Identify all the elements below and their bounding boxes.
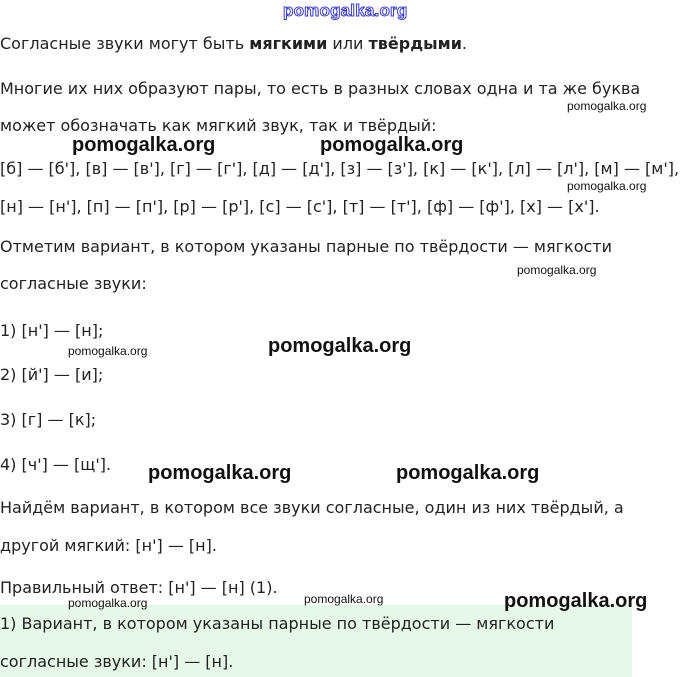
option-4: 4) [ч'] — [щ'].: [0, 455, 112, 474]
watermark: pomogalka.org: [268, 335, 412, 357]
pairs-line-2: может обозначать как мягкий звук, так и твёрдый:: [0, 116, 437, 135]
watermark: pomogalka.org: [148, 462, 292, 484]
watermark: pomogalka.org: [567, 99, 647, 113]
pairs-line-3: [б] — [б'], [в] — [в'], [г] — [г'], [д] — [д'], [з] — [з'], [к] — [к'], [л] — [л'], [м] — [м'],: [0, 159, 680, 178]
watermark: pomogalka.org: [567, 179, 647, 193]
watermark: pomogalka.org: [396, 462, 540, 484]
watermark: pomogalka.org: [68, 344, 148, 358]
watermark: pomogalka.org: [517, 263, 597, 277]
watermark: pomogalka.org: [320, 134, 464, 156]
pairs-line-4: [н] — [н'], [п] — [п'], [р] — [р'], [с] — [с'], [т] — [т'], [ф] — [ф'], [х] — [х'].: [0, 197, 600, 216]
option-2: 2) [й'] — [и];: [0, 365, 104, 384]
option-3: 3) [г] — [к];: [0, 410, 97, 429]
correct-answer: Правильный ответ: [н'] — [н] (1).: [0, 578, 278, 597]
watermark: pomogalka.org: [68, 596, 148, 610]
option-1: 1) [н'] — [н];: [0, 321, 104, 340]
pairs-line-1: Многие их них образуют пары, то есть в разных словах одна и та же буква: [0, 79, 641, 98]
reason-line-2: другой мягкий: [н'] — [н].: [0, 536, 217, 555]
watermark: pomogalka.org: [304, 592, 384, 606]
watermark: pomogalka.org: [72, 134, 216, 156]
answer-line-2: согласные звуки: [н'] — [н].: [0, 652, 234, 671]
task-line-2: согласные звуки:: [0, 274, 147, 293]
task-line-1: Отметим вариант, в котором указаны парные по твёрдости — мягкости: [0, 237, 612, 256]
intro-text: Согласные звуки могут быть мягкими или твёрдыми.: [0, 34, 468, 53]
watermark-top: pomogalka.org: [283, 1, 408, 20]
watermark: pomogalka.org: [504, 590, 648, 612]
reason-line-1: Найдём вариант, в котором все звуки согласные, один из них твёрдый, а: [0, 498, 624, 517]
answer-line-1: 1) Вариант, в котором указаны парные по твёрдости — мягкости: [0, 614, 555, 633]
